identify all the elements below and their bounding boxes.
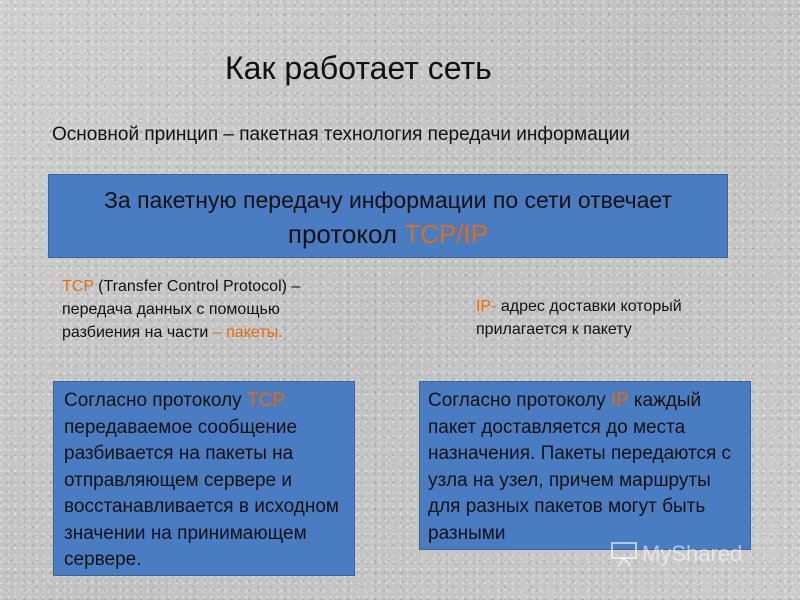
tcp-protocol-box [53,381,355,576]
tcp-box-accent: TCP [246,390,285,411]
tcp-description-text: (Transfer Control Protocol) – передача данных с помощью разбиения на части [62,278,301,341]
tcpip-protocol-name: TCP/IP [404,219,489,249]
slide-subtitle: Основной принцип – пакетная технология передачи информации [52,124,630,145]
tcp-label: TCP [62,278,94,295]
tcp-description [62,275,362,344]
ip-label: IP- [476,298,497,315]
tcp-packets-label: – пакеты. [212,324,283,341]
ip-box-text: каждый пакет доставляется до места назначения. Пакеты передаются с узла на узел, причем маршруты для разных пакетов могут быть разными [428,390,732,544]
tcp-box-text: передаваемое сообщение разбивается на пакеты на отправляющем сервере и восстанавливается в исходном значении на принимающем сервере. [64,416,339,570]
ip-box-prefix: Согласно протоколу [428,390,611,411]
ip-protocol-box [419,381,751,550]
ip-description [476,295,736,341]
watermark-text: MyShared [642,541,743,566]
tcpip-summary-prefix: протокол [287,219,405,249]
presentation-board-icon [610,541,638,567]
ip-box-accent: IP [610,390,629,411]
tcp-box-prefix: Согласно протоколу [64,390,247,411]
ip-description-text: адрес доставки который прилагается к пакету [476,298,682,338]
watermark [610,541,742,567]
tcpip-summary-box [48,174,728,258]
tcpip-summary-line2 [49,217,727,251]
tcpip-summary-line1: За пакетную передачу информации по сети отвечает [104,187,672,213]
slide-title: Как работает сеть [225,50,492,86]
